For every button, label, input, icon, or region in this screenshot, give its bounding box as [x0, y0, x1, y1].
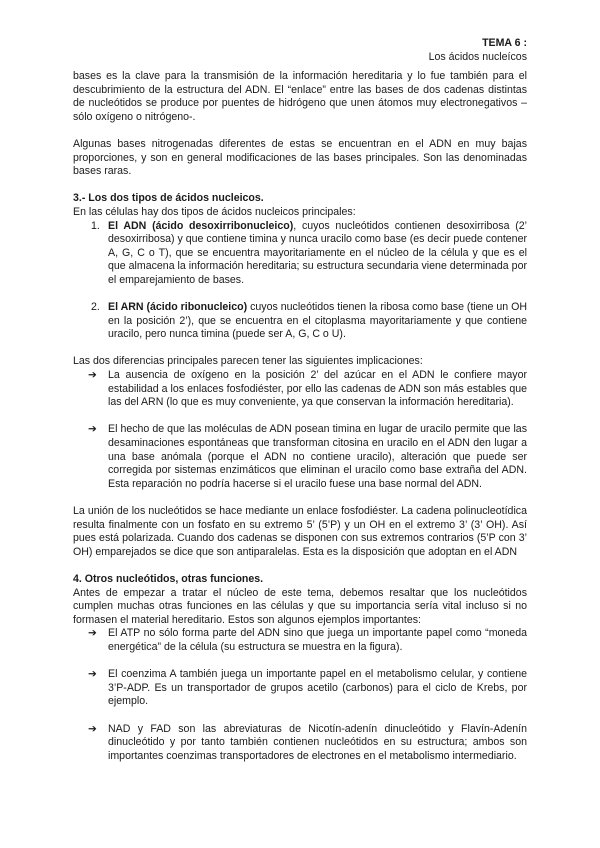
arrow-bullet-icon: ➔: [88, 668, 97, 681]
list-item: ➔ El coenzima A también juega un importante papel en el metabolismo celular, y contiene 3’P-ADP. Es un transportador de grupos acetilo (carbonos) para el ciclo de Krebs, por ejemplo.: [88, 668, 527, 708]
section-4-intro: Antes de empezar a tratar el núcleo de este tema, debemos resaltar que los nucleótidos cumplen muchas otras funciones en las células y que su importancia sería vital incluso si no formasen el material hereditario. Estos son algunos ejemplos importantes:: [73, 586, 527, 626]
paragraph-intro: bases es la clave para la transmisión de la información hereditaria y lo fue también para el descubrimiento de la estructura del ADN. El “enlace” entre las bases de dos cadenas distintas de nucleótidos se produce por puentes de hidrógeno que unen átomos muy electronegativos –sólo oxígeno o nitrógeno-.: [73, 70, 527, 123]
list-item: ➔ La ausencia de oxígeno en la posición 2’ del azúcar en el ADN le confiere mayor estabilidad a los enlaces fosfodiéster, por ello las cadenas de ADN son más estables que las del ARN (lo que es muy conveniente, ya que conservan la información hereditaria).: [88, 369, 527, 409]
paragraph-rare-bases: Algunas bases nitrogenadas diferentes de estas se encuentran en el ADN en muy bajas proporciones, y son en general modificaciones de las bases principales. Son las denominadas bases raras.: [73, 137, 527, 178]
examples-list: [73, 627, 527, 763]
list-item-adn: [73, 220, 527, 288]
list-number: 2.: [91, 301, 100, 314]
list-item-text: , cuyos nucleótidos contienen desoxirribosa (2’ desoxirribosa) y que contiene timina y nunca uracilo como base (es decir puede contener A, G, C o T), que se encuentra mayoritariamente en el núcleo de la célula y que es el que almacena la información hereditaria; su estructura secundaria viene determinada por el emparejamiento de bases.: [108, 219, 527, 286]
list-item: ➔ El hecho de que las moléculas de ADN posean timina en lugar de uracilo permite que las desaminaciones espontáneas que transforman citosina en uracilo en el ADN den lugar a una base anómala (porque el ADN no contiene uracilo), alteración que puede ser corregida por sistemas enzimáticos que eliminan el uracilo como base extraña del ADN. Esta reparación no podría hacerse si el uracilo fuese una base normal del ADN.: [88, 423, 527, 490]
list-item: ➔ NAD y FAD son las abreviaturas de Nicotín-adenín dinucleótido y Flavín-Adenín dinucleótido y por tanto también contienen nucleótidos en su estructura; ambos son importantes coenzimas transportadores de electrones en el metabolismo intermediario.: [88, 722, 527, 762]
arrow-bullet-icon: ➔: [88, 369, 97, 382]
header-title: TEMA 6 :: [482, 37, 527, 49]
section-4-heading: 4. Otros nucleótidos, otras funciones.: [73, 572, 264, 585]
paragraph-union: La unión de los nucleótidos se hace mediante un enlace fosfodiéster. La cadena polinucleotídica resulta finalmente con un fosfato en su extremo 5’ (5’P) y un OH en el extremo 3’ (3’ OH). Así pues está polarizada. Cuando dos cadenas se disponen con sus extremos contrarios (5’P con 3’ OH) emparejados se dice que son antiparalelas. Esta es la disposición que adoptan en el ADN: [73, 505, 527, 558]
document-body: [73, 70, 527, 763]
section-3-heading: 3.- Los dos tipos de ácidos nucleicos.: [73, 192, 264, 205]
list-item-arn: [73, 301, 527, 342]
list-item-bold: El ADN (ácido desoxirribonucleico): [108, 219, 294, 232]
list-item: ➔ El ATP no sólo forma parte del ADN sino que juega un importante papel como “moneda energética” de la célula (su estructura se muestra en la figura).: [88, 627, 527, 653]
implications-intro: Las dos diferencias principales parecen tener las siguientes implicaciones:: [73, 355, 423, 368]
section-3-intro: En las células hay dos tipos de ácidos nucleicos principales:: [73, 205, 356, 218]
nucleic-acid-list: [73, 220, 527, 342]
arrow-bullet-icon: ➔: [88, 423, 97, 436]
arrow-bullet-icon: ➔: [88, 627, 97, 640]
arrow-bullet-icon: ➔: [88, 722, 97, 735]
list-item-bold: El ARN (ácido ribonucleico): [108, 301, 248, 314]
implications-list: [73, 369, 527, 491]
page-header: [429, 36, 527, 64]
list-number: 1.: [91, 219, 100, 232]
header-subtitle: Los ácidos nucleícos: [428, 51, 527, 63]
list-item-text: cuyos nucleótidos tienen la ribosa como base (tiene un OH en la posición 2’), que se encuentra en el citoplasma mayoritariamente y que contiene uracilo, pero nunca timina (puede ser A, G, C o U).: [108, 301, 528, 341]
